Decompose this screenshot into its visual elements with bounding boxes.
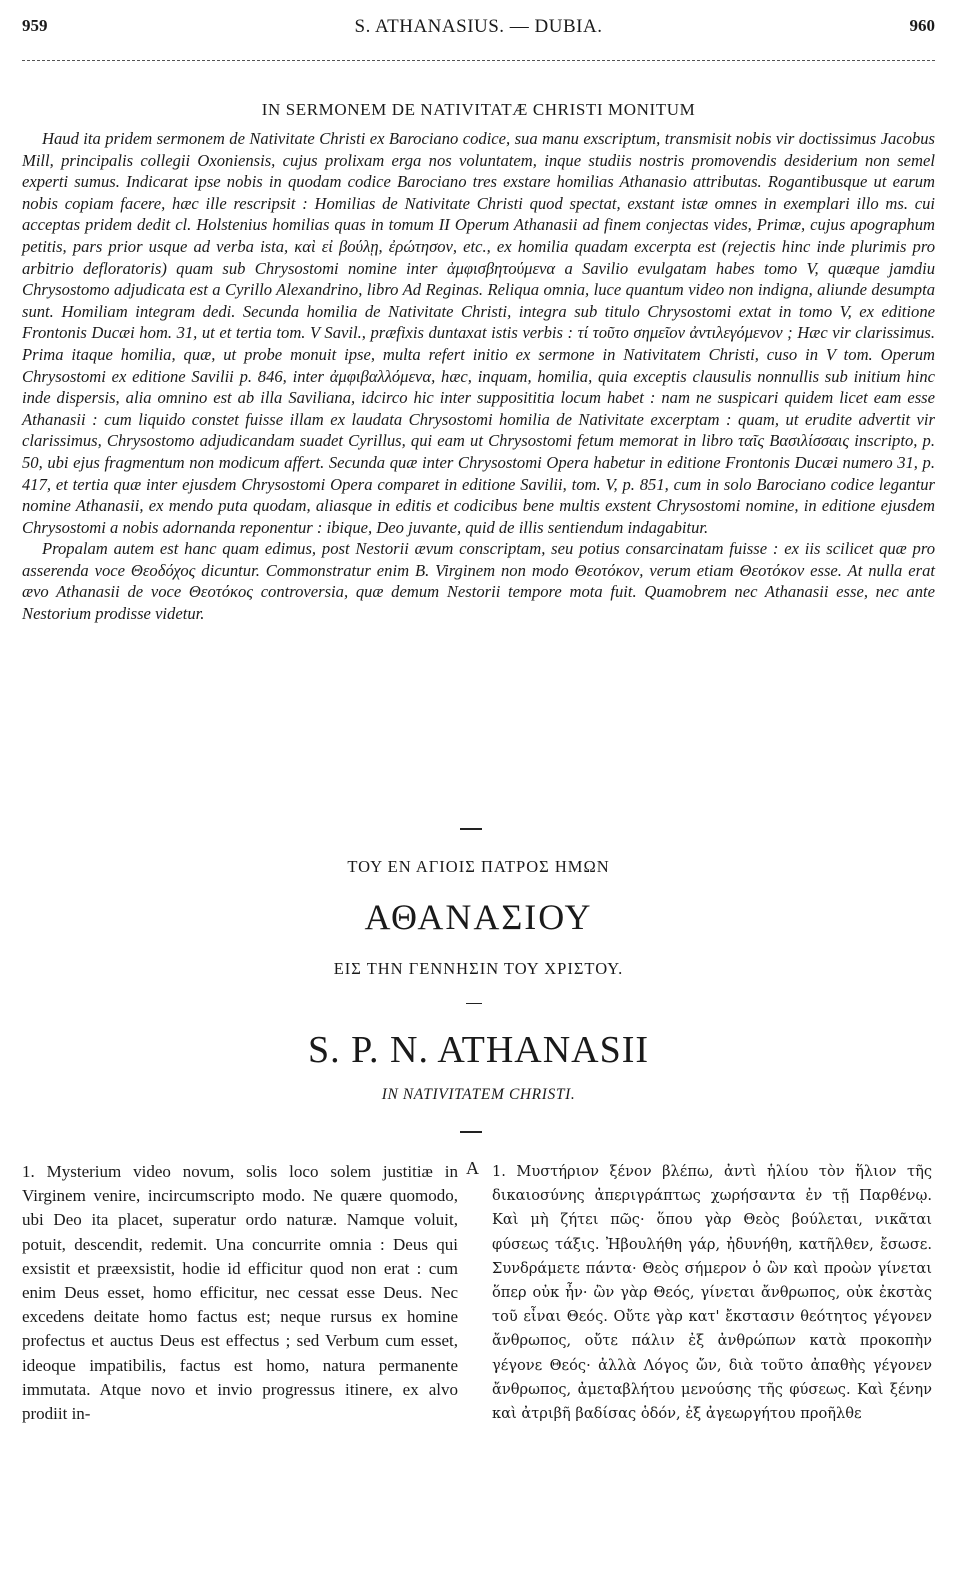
heading-divider xyxy=(466,1003,482,1004)
running-header xyxy=(22,16,935,46)
monitum-paragraph-1: Haud ita pridem sermonem de Nativitate Christi ex Barociano codice, sua manu exscriptum, transmisit nobis vir doctissimus Jacobus Mill, principalis collegii Oxoniensis, cujus prolixam erga nos voluntatem, inque studiis nostris promovendis desiderium non semel experti sumus. Indicarat ipse nobis in quodam codice Barociano tres exstare homilias Athanasio attributas. Rogantibusque ut earum nobis copiam facere, hæc ille rescripsit : Homilias de Nativitate Christi quod spectat, exstant istæ omnes in exemplari illo ms. cui acceptas pridem dedit cl. Holstenius homilias quas in tomum II Operum Athanasii ad finem conjectas vides, Primæ, cujus apographum petitis, pars prior usque ad verba ista, καὶ εἰ βούλῃ, ἐρώτησον, etc., ex homilia quadam excerpta est (rejectis hinc inde plurimis pro arbitrio defloratoris) quam sub Chrysostomi nomine inter ἀμφισβητούμενα a Savilio evulgatam habes tomo V, quæque jamdiu Chrysostomo adjudicata est a Cyrillo Alexandrino, libro Ad Reginas. Reliqua omnia, luce quantum video non indigna, aliunde desumpta sunt. Homiliam integram dedi. Secunda homilia de Nativitate Christi, integra sub titulo Chrysostomi extat in tomo V, ex editione Frontonis Ducæi hom. 31, ut et tertia tom. V Savil., præfixis duntaxat istis verbis : τί τοῦτο σημεῖον ἀντιλεγόμενον ; Hæc vir clarissimus. Prima itaque homilia, quæ, ut probe monuit ipse, multa refert initio ex sermone in Nativitatem Christi, cuso in V tom. Operum Chrysostomi ex editione Savilii p. 846, inter ἀμφιβαλλόμενα, hæc, inquam, homilia, quia exceptis clausulis nonnullis sub initium hinc inde dispersis, alia omnino est ab illa Saviliana, idcirco hic inter supposititia locum habet : nam ne suspicari quidem licet eam esse Athanasii : cum liquido constet fuisse illam ex laudata Chrysostomi homilia de Nativitate excerptam : quam, ut erudite advertit vir clarissimus, Chrysostomo adjudicandam suadet Cyrillus, qui eam ut Chrysostomi fetum memorat in libro ταῖς Βασιλίσσαις inscripto, p. 50, ubi ejus fragmentum non modicum affert. Secunda quæ inter Chrysostomi Opera habetur in editione Frontonis Ducæi numero 31, p. 417, et tertia quæ inter ejusdem Chrysostomi Opera comparet in editione Savilii, tom. V, p. 851, cum in solo Barociano codice legantur nomine Athanasii, ex mendo puta quodam, aliasque in editis et codicibus bene multis exstent Chrysostomi nomine, in editione ejusdem Chrysostomi a nobis adornanda reponentur : ibique, Deo juvante, quid de illis sentiendum indagabitur. xyxy=(22,129,935,537)
margin-marker: A xyxy=(466,1158,479,1178)
monitum-title: IN SERMONEM DE NATIVITATÆ CHRISTI MONITUM xyxy=(261,100,696,119)
monitum-paragraph-2: Propalam autem est hanc quam edimus, post Nestorii ævum conscriptam, seu potius consarcinatam fuisse : ex iis scilicet quæ pro asserenda voce Θεοδόχος dicuntur. Commonstratur enim B. Virginem non modo Θεοτόκον, verum etiam Θεοτόκον esse. At nulla erat ævo Athanasii de voce Θεοτόκος controversia, quæ demum Nestorii tempore mota fuit. Quamobrem nec Athanasii esse, nec ante Nestorium prodisse videtur. xyxy=(22,539,935,624)
monitum-body xyxy=(22,128,935,625)
latin-column: 1. Mysterium video novum, solis loco solem justitiæ in Virginem venire, incircumscripto modo. Ne quære quomodo, ubi Deo ita placet, superatur ordo naturæ. Namque voluit, potuit, descendit, redemit. Una concurrite omnia : Deus qui exsistit et præexsistit, hodie id efficitur quod non erat : cum enim Deus esset, homo efficitur, nec cessat esse Deus. Nec excedens deitate homo factus est; neque rursus ex homine profectus et auctus Deus est effectus ; sed Verbum cum esset, ideoque impatibilis, factus est homo, natura permanente immutata. Atque novo et invio progressus itinere, ex alvo prodiit in- xyxy=(22,1162,458,1424)
greek-heading-line-1: ΤΟΥ ΕΝ ΑΓΙΟΙΣ ΠΑΤΡΟΣ ΗΜΩΝ xyxy=(347,857,610,876)
text-divider xyxy=(460,1131,482,1133)
page-number-left: 959 xyxy=(22,16,48,35)
header-rule xyxy=(22,60,935,61)
greek-heading-subject: ΕΙΣ ΤΗΝ ΓΕΝΝΗΣΙΝ ΤΟΥ ΧΡΙΣΤΟΥ. xyxy=(333,959,624,978)
latin-heading-author: S. P. N. ATHANASII xyxy=(307,1029,650,1071)
section-divider xyxy=(460,828,482,830)
latin-heading-subject: IN NATIVITATEM CHRISTI. xyxy=(381,1086,576,1103)
page-number-right: 960 xyxy=(909,16,935,35)
greek-column: 1. Μυστήριον ξένον βλέπω, ἀντὶ ἡλίου τὸν ἥλιον τῆς δικαιοσύνης ἀπεριγράπτως χωρήσαντα ἐν τῇ Παρθένῳ. Καὶ μὴ ζήτει πῶς· ὅπου γὰρ Θεὸς βούλεται, νικᾶται φύσεως τάξις. Ἠβουλήθη γάρ, ἠδυνήθη, κατῆλθεν, ἔσωσε. Συνδράμετε πάντα· Θεὸς σήμερον ὁ ὢν καὶ προὼν γίνεται ὅπερ οὐκ ἦν· ὢν γὰρ Θεός, γίνεται ἄνθρωπος, οὐκ ἐκστὰς τοῦ εἶναι Θεός. Οὔτε γὰρ κατ' ἔκστασιν θεότητος γέγονεν ἄνθρωπος, οὔτε πάλιν ἐξ ἀνθρώπων κατὰ προκοπὴν γέγονε Θεός· ἀλλὰ Λόγος ὤν, διὰ τοῦτο ἀπαθὴς γέγονεν ἄνθρωπος, ἀμεταβλήτου μενούσης τῆς φύσεως. Καὶ ξένην καὶ ἀτριβῆ βαδίσας ὁδόν, ἐξ ἀγεωργήτου προῆλθε xyxy=(492,1163,932,1423)
greek-heading-author: ΑΘΑΝΑΣΙΟΥ xyxy=(364,897,593,937)
running-title: S. ATHANASIUS. — DUBIA. xyxy=(354,16,603,37)
